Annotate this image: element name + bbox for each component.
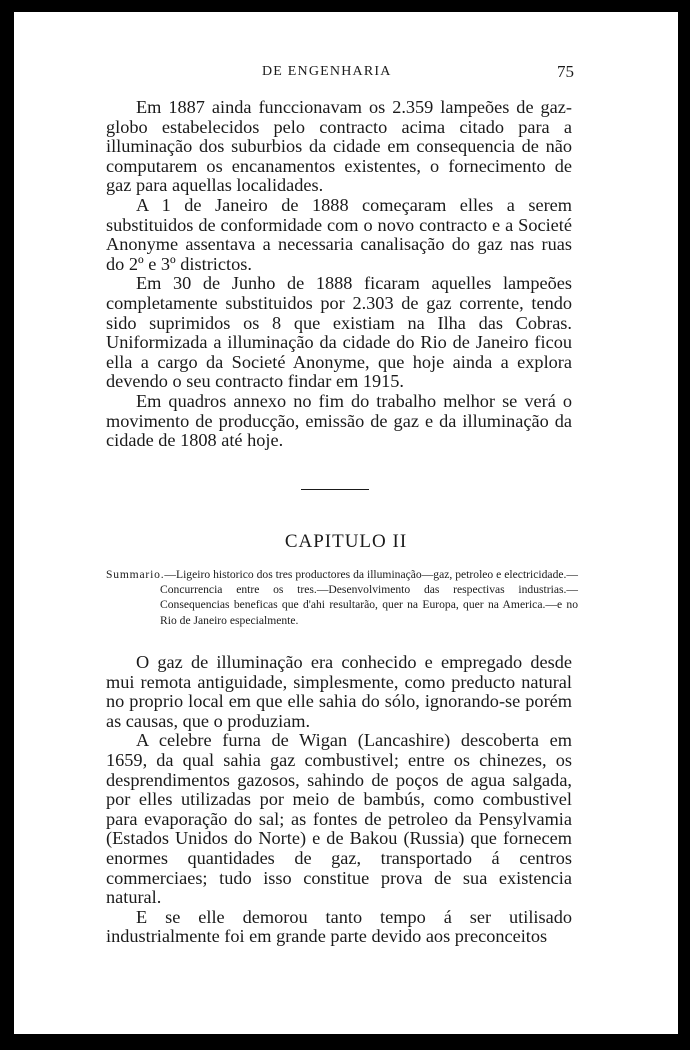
section-1-text [106, 98, 572, 451]
chapter-title: CAPITULO II [284, 531, 408, 552]
book-page [14, 12, 678, 1034]
paragraph: O gaz de illuminação era conhecido e empregado desde mui remota antiguidade, simplesmente, como preducto natural no proprio local em que elle sahia do sólo, ignorando-se porém as causas, que o produziam. [106, 652, 572, 731]
paragraph: A 1 de Janeiro de 1888 começaram elles a serem substituidos de conformidade com o novo contracto e a Societé Anonyme assentava a necessaria canalisação do gaz nas ruas do 2º e 3º districtos. [106, 194, 572, 274]
paragraph: Em 30 de Junho de 1888 ficaram aquelles lampeões completamente substituidos por 2.303 de gaz corrente, tendo sido suprimidos os 8 que existiam na Ilha das Cobras. Uniformizada a illuminação da cidade do Rio de Janeiro ficou ella a cargo da Societé Anonyme, que hoje ainda a explora devendo o seu contracto findar em 1915. [106, 273, 572, 392]
paragraph: Em 1887 ainda funccionavam os 2.359 lampeões de gaz-globo estabelecidos pelo contracto acima citado para a illuminação dos suburbios da cidade em consequencia de não computarem os encanamentos existentes, o fornecimento de gaz para aquellas localidades. [106, 97, 572, 196]
page-header [14, 62, 678, 86]
section-divider [301, 489, 369, 490]
summary-text: —Ligeiro historico dos tres productores da illuminação—gaz, petroleo e electricidade.—Concurrencia entre os tres.—Desenvolvimento das respectivas industrias.—Consequencias beneficas que d'ahi resultarão, quer na Europa, quer na America.—e no Rio de Janeiro especialmente. [160, 568, 578, 627]
page-number: 75 [557, 62, 574, 81]
chapter-summary [106, 567, 578, 628]
summary-label: Summario. [106, 568, 165, 581]
section-2-text [106, 653, 572, 947]
paragraph: A celebre furna de Wigan (Lancashire) descoberta em 1659, da qual sahia gaz combustivel; entre os chinezes, os desprendimentos gazosos, sahindo de poços de agua salgada, por elles utilizadas por meio de bambús, como combustivel para evaporação do sal; as fontes de petroleo da Pensylvamia (Estados Unidos do Norte) e de Bakou (Russia) que fornecem enormes quantidades de gaz, transportado á centros commerciaes; tudo isso constitue prova de sua existencia natural. [106, 730, 572, 908]
running-title: DE ENGENHARIA [262, 64, 392, 79]
paragraph: E se elle demorou tanto tempo á ser utilisado industrialmente foi em grande parte devido aos preconceitos [106, 906, 572, 947]
paragraph: Em quadros annexo no fim do trabalho melhor se verá o movimento de producção, emissão de gaz e da illuminação da cidade de 1808 até hoje. [106, 390, 572, 451]
